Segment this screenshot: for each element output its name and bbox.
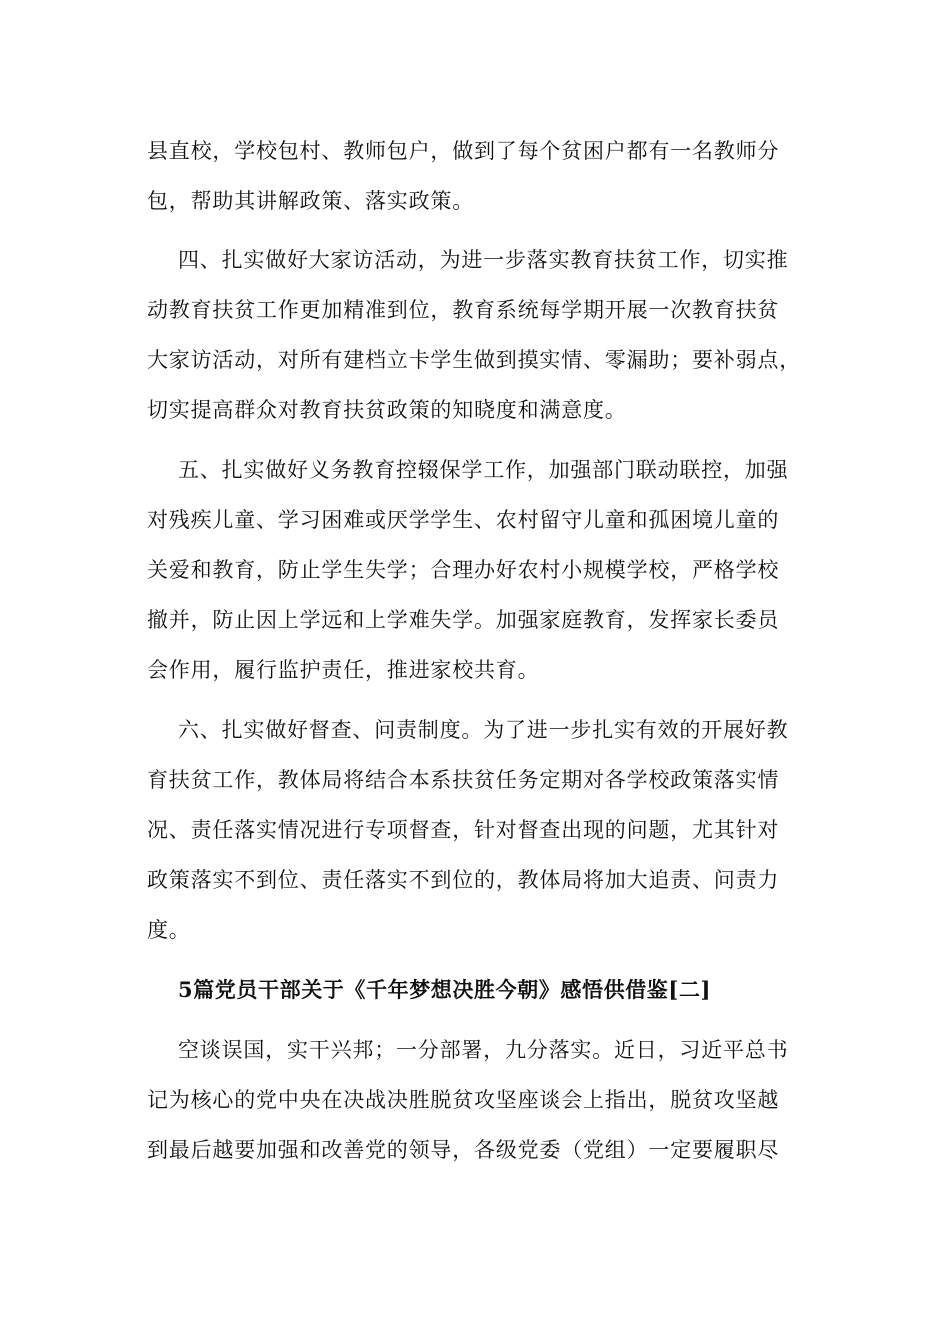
paragraph-four-first-line: 四、扎实做好大家访活动，为进一步落实教育扶贫工作，切实推 — [178, 248, 789, 272]
text-line: 记为核心的党中央在决战决胜脱贫攻坚座谈会上指出，脱贫攻坚越 — [147, 1088, 780, 1112]
section-heading: 5篇党员干部关于《千年梦想决胜今朝》感悟供借鉴[二] — [178, 977, 712, 1002]
text-line: 会作用，履行监护责任，推进家校共育。 — [147, 658, 540, 682]
text-line: 县直校，学校包村、教师包户，做到了每个贫困户都有一名教师分 — [147, 139, 780, 163]
paragraph-six-first-line: 六、扎实做好督查、问责制度。为了进一步扎实有效的开展好教 — [178, 718, 789, 742]
paragraph-next-first-line: 空谈误国，实干兴邦；一分部署，九分落实。近日，习近平总书 — [178, 1038, 789, 1062]
text-line: 况、责任落实情况进行专项督查，针对督查出现的问题，尤其针对 — [147, 818, 780, 842]
text-line: 对残疾儿童、学习困难或厌学学生、农村留守儿童和孤困境儿童的 — [147, 508, 780, 532]
paragraph-five-first-line: 五、扎实做好义务教育控辍保学工作，加强部门联动联控，加强 — [178, 458, 789, 482]
text-line: 大家访活动，对所有建档立卡学生做到摸实情、零漏助；要补弱点， — [147, 348, 801, 372]
text-line: 政策落实不到位、责任落实不到位的，教体局将加大追责、问责力 — [147, 868, 780, 892]
text-line: 动教育扶贫工作更加精准到位，教育系统每学期开展一次教育扶贫 — [147, 298, 780, 322]
text-line: 到最后越要加强和改善党的领导，各级党委（党组）一定要履职尽 — [147, 1138, 780, 1162]
text-line: 包，帮助其讲解政策、落实政策。 — [147, 189, 474, 213]
text-line: 切实提高群众对教育扶贫政策的知晓度和满意度。 — [147, 398, 627, 422]
text-line: 撤并，防止因上学远和上学难失学。加强家庭教育，发挥家长委员 — [147, 608, 780, 632]
text-line: 育扶贫工作，教体局将结合本系扶贫任务定期对各学校政策落实情 — [147, 768, 780, 792]
text-line: 度。 — [147, 918, 191, 942]
text-line: 关爱和教育，防止学生失学；合理办好农村小规模学校，严格学校 — [147, 558, 780, 582]
